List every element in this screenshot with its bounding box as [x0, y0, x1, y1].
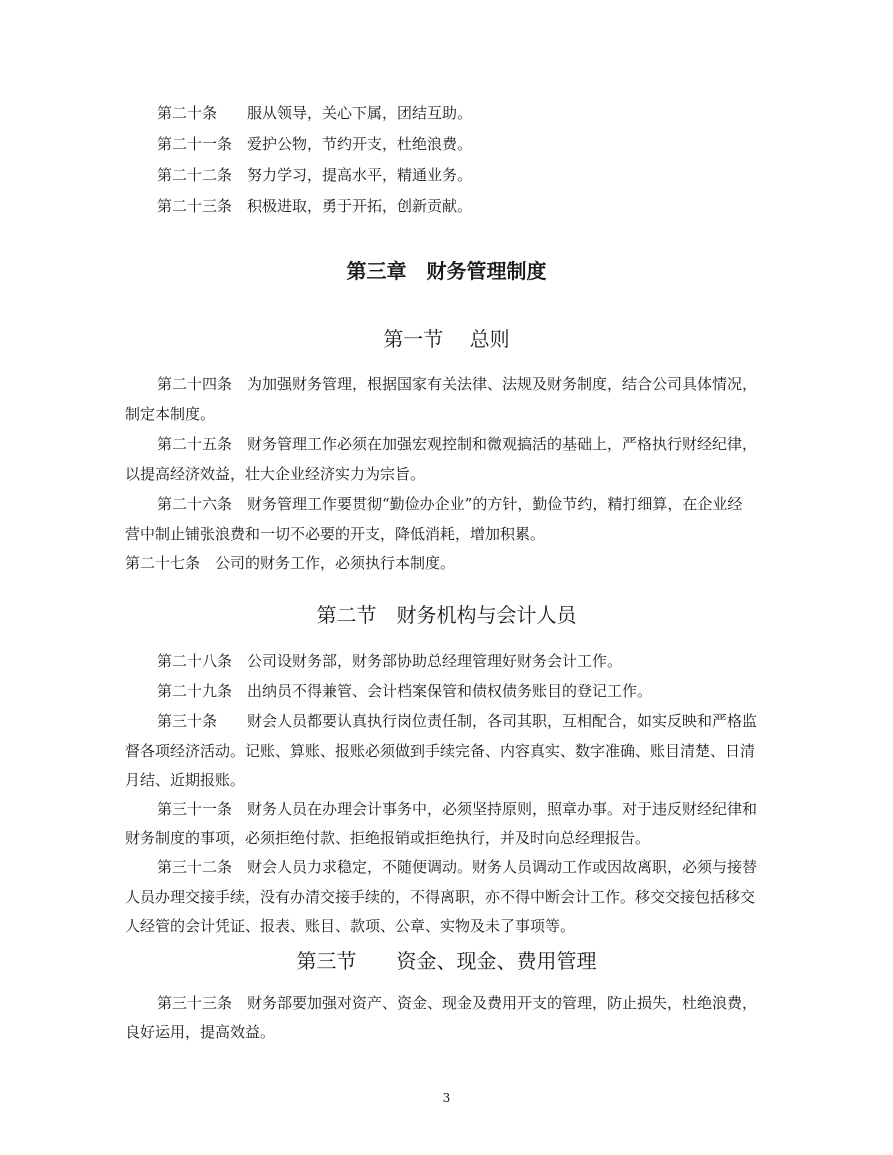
article-text: 爱护公物，节约开支，杜绝浪费。	[247, 135, 473, 153]
paragraph-line: 月结、近期报账。	[125, 771, 246, 789]
chapter-title: 第三章 财务管理制度	[346, 259, 547, 283]
article-number: 第二十一条	[157, 135, 233, 153]
article-text: 努力学习，提高水平，精通业务。	[247, 166, 473, 184]
paragraph-line: 以提高经济效益，壮大企业经济实力为宗旨。	[125, 465, 426, 483]
article-21	[157, 134, 472, 154]
paragraph-line: 第三十三条 财务部要加强对资产、资金、现金及费用开支的管理，防止损失，杜绝浪费，	[157, 994, 758, 1012]
article-text: 服从领导，关心下属，团结互助。	[247, 104, 473, 122]
paragraph-line: 第二十九条 出纳员不得兼管、会计档案保管和债权债务账目的登记工作。	[157, 682, 653, 700]
article-number: 第二十三条	[157, 197, 233, 215]
paragraph-line: 财务制度的事项，必须拒绝付款、拒绝报销或拒绝执行，并及时向总经理报告。	[125, 829, 651, 847]
paragraph-line: 营中制止铺张浪费和一切不必要的开支，降低消耗，增加积累。	[125, 525, 546, 543]
paragraph-line: 制定本制度。	[125, 405, 216, 423]
paragraph-line: 人经管的会计凭证、报表、账目、款项、公章、实物及未了事项等。	[125, 917, 576, 935]
article-22	[157, 165, 472, 185]
paragraph-line: 第二十五条 财务管理工作必须在加强宏观控制和微观搞活的基础上，严格执行财经纪律，	[157, 435, 758, 453]
section-1-title: 第一节 总则	[383, 327, 510, 351]
article-number: 第二十条	[157, 104, 218, 122]
paragraph-line: 第三十一条 财务人员在办理会计事务中，必须坚持原则，照章办事。对于违反财经纪律和	[157, 800, 758, 818]
paragraph-line: 第三十条 财会人员都要认真执行岗位责任制，各司其职，互相配合，如实反映和严格监	[157, 712, 758, 730]
article-20	[157, 103, 472, 123]
page-number: 3	[442, 1091, 451, 1105]
article-text: 积极进取，勇于开拓，创新贡献。	[247, 197, 473, 215]
paragraph-line: 第二十八条 公司设财务部，财务部协助总经理管理好财务会计工作。	[157, 652, 623, 670]
paragraph-line: 第二十六条 财务管理工作要贯彻“勤俭办企业”的方针，勤俭节约，精打细算，在企业经	[157, 495, 743, 513]
section-2-title: 第二节 财务机构与会计人员	[316, 603, 577, 627]
paragraph-line: 人员办理交接手续，没有办清交接手续的，不得离职，亦不得中断会计工作。移交交接包括移交	[125, 888, 756, 906]
section-3-title: 第三节 资金、现金、费用管理	[296, 949, 597, 973]
paragraph-line: 第二十四条 为加强财务管理，根据国家有关法律、法规及财务制度，结合公司具体情况，	[157, 375, 758, 393]
paragraph-line: 第二十七条 公司的财务工作，必须执行本制度。	[125, 554, 456, 572]
paragraph-line: 督各项经济活动。记账、算账、报账必须做到手续完备、内容真实、数字准确、账目清楚、日清	[125, 742, 756, 760]
paragraph-line: 第三十二条 财会人员力求稳定，不随便调动。财务人员调动工作或因故离职，必须与接替	[157, 858, 758, 876]
article-number: 第二十二条	[157, 166, 233, 184]
article-23	[157, 196, 472, 216]
paragraph-line: 良好运用，提高效益。	[125, 1023, 276, 1041]
